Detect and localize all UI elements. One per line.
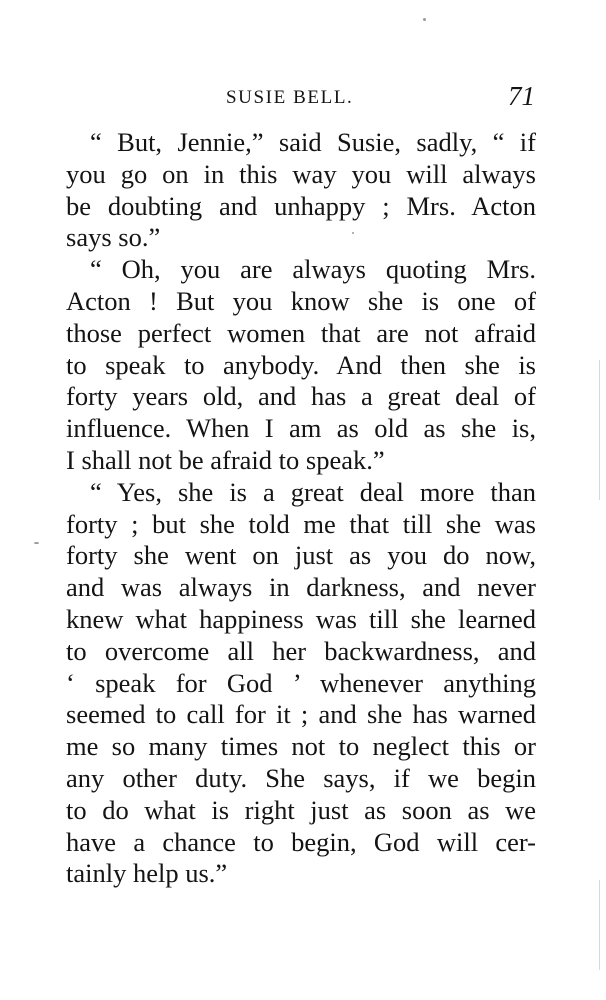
text-line: have a chance to begin, God will cer- [66, 826, 536, 857]
text-line: ‘ speak for God ’ whenever anything [66, 667, 536, 698]
paper-fleck [352, 232, 354, 234]
text-line: any other duty. She says, if we begin [66, 762, 536, 793]
text-line: “ Oh, you are always quoting Mrs. [90, 254, 536, 285]
page-number: 71 [508, 81, 535, 111]
text-line: says so.” [66, 222, 161, 253]
text-line: forty ; but she told me that till she was [66, 508, 536, 539]
text-line: “ But, Jennie,” said Susie, sadly, “ if [90, 127, 536, 157]
text-line: be doubting and unhappy ; Mrs. Acton [66, 190, 536, 221]
text-line: Acton ! But you know she is one of [66, 285, 536, 316]
text-line: knew what happiness was till she learned [66, 603, 536, 634]
text-line: me so many times not to neglect this or [66, 731, 536, 762]
text-line: tainly help us.” [66, 858, 228, 889]
text-line: those perfect women that are not afraid [66, 317, 536, 348]
text-line: seemed to call for it ; and she has warned [66, 699, 536, 730]
page-edge-shadow [599, 360, 600, 500]
text-line: influence. When I am as old as she is, [66, 413, 536, 444]
text-line: and was always in darkness, and never [66, 572, 536, 603]
running-head: SUSIE BELL. [226, 87, 354, 108]
text-line: to do what is right just as soon as we [66, 794, 536, 825]
text-line: “ Yes, she is a great deal more than [90, 476, 536, 507]
paper-fleck [34, 542, 39, 544]
text-line: forty years old, and has a great deal of [66, 381, 536, 412]
page-edge-shadow [599, 880, 600, 970]
text-line: you go on in this way you will always [66, 158, 536, 189]
text-line: I shall not be afraid to speak.” [66, 444, 385, 475]
text-line: to speak to anybody. And then she is [66, 349, 536, 380]
text-line: forty she went on just as you do now, [66, 540, 536, 571]
paper-fleck [423, 18, 426, 21]
text-line: to overcome all her backwardness, and [66, 635, 536, 666]
body-text [66, 127, 536, 890]
